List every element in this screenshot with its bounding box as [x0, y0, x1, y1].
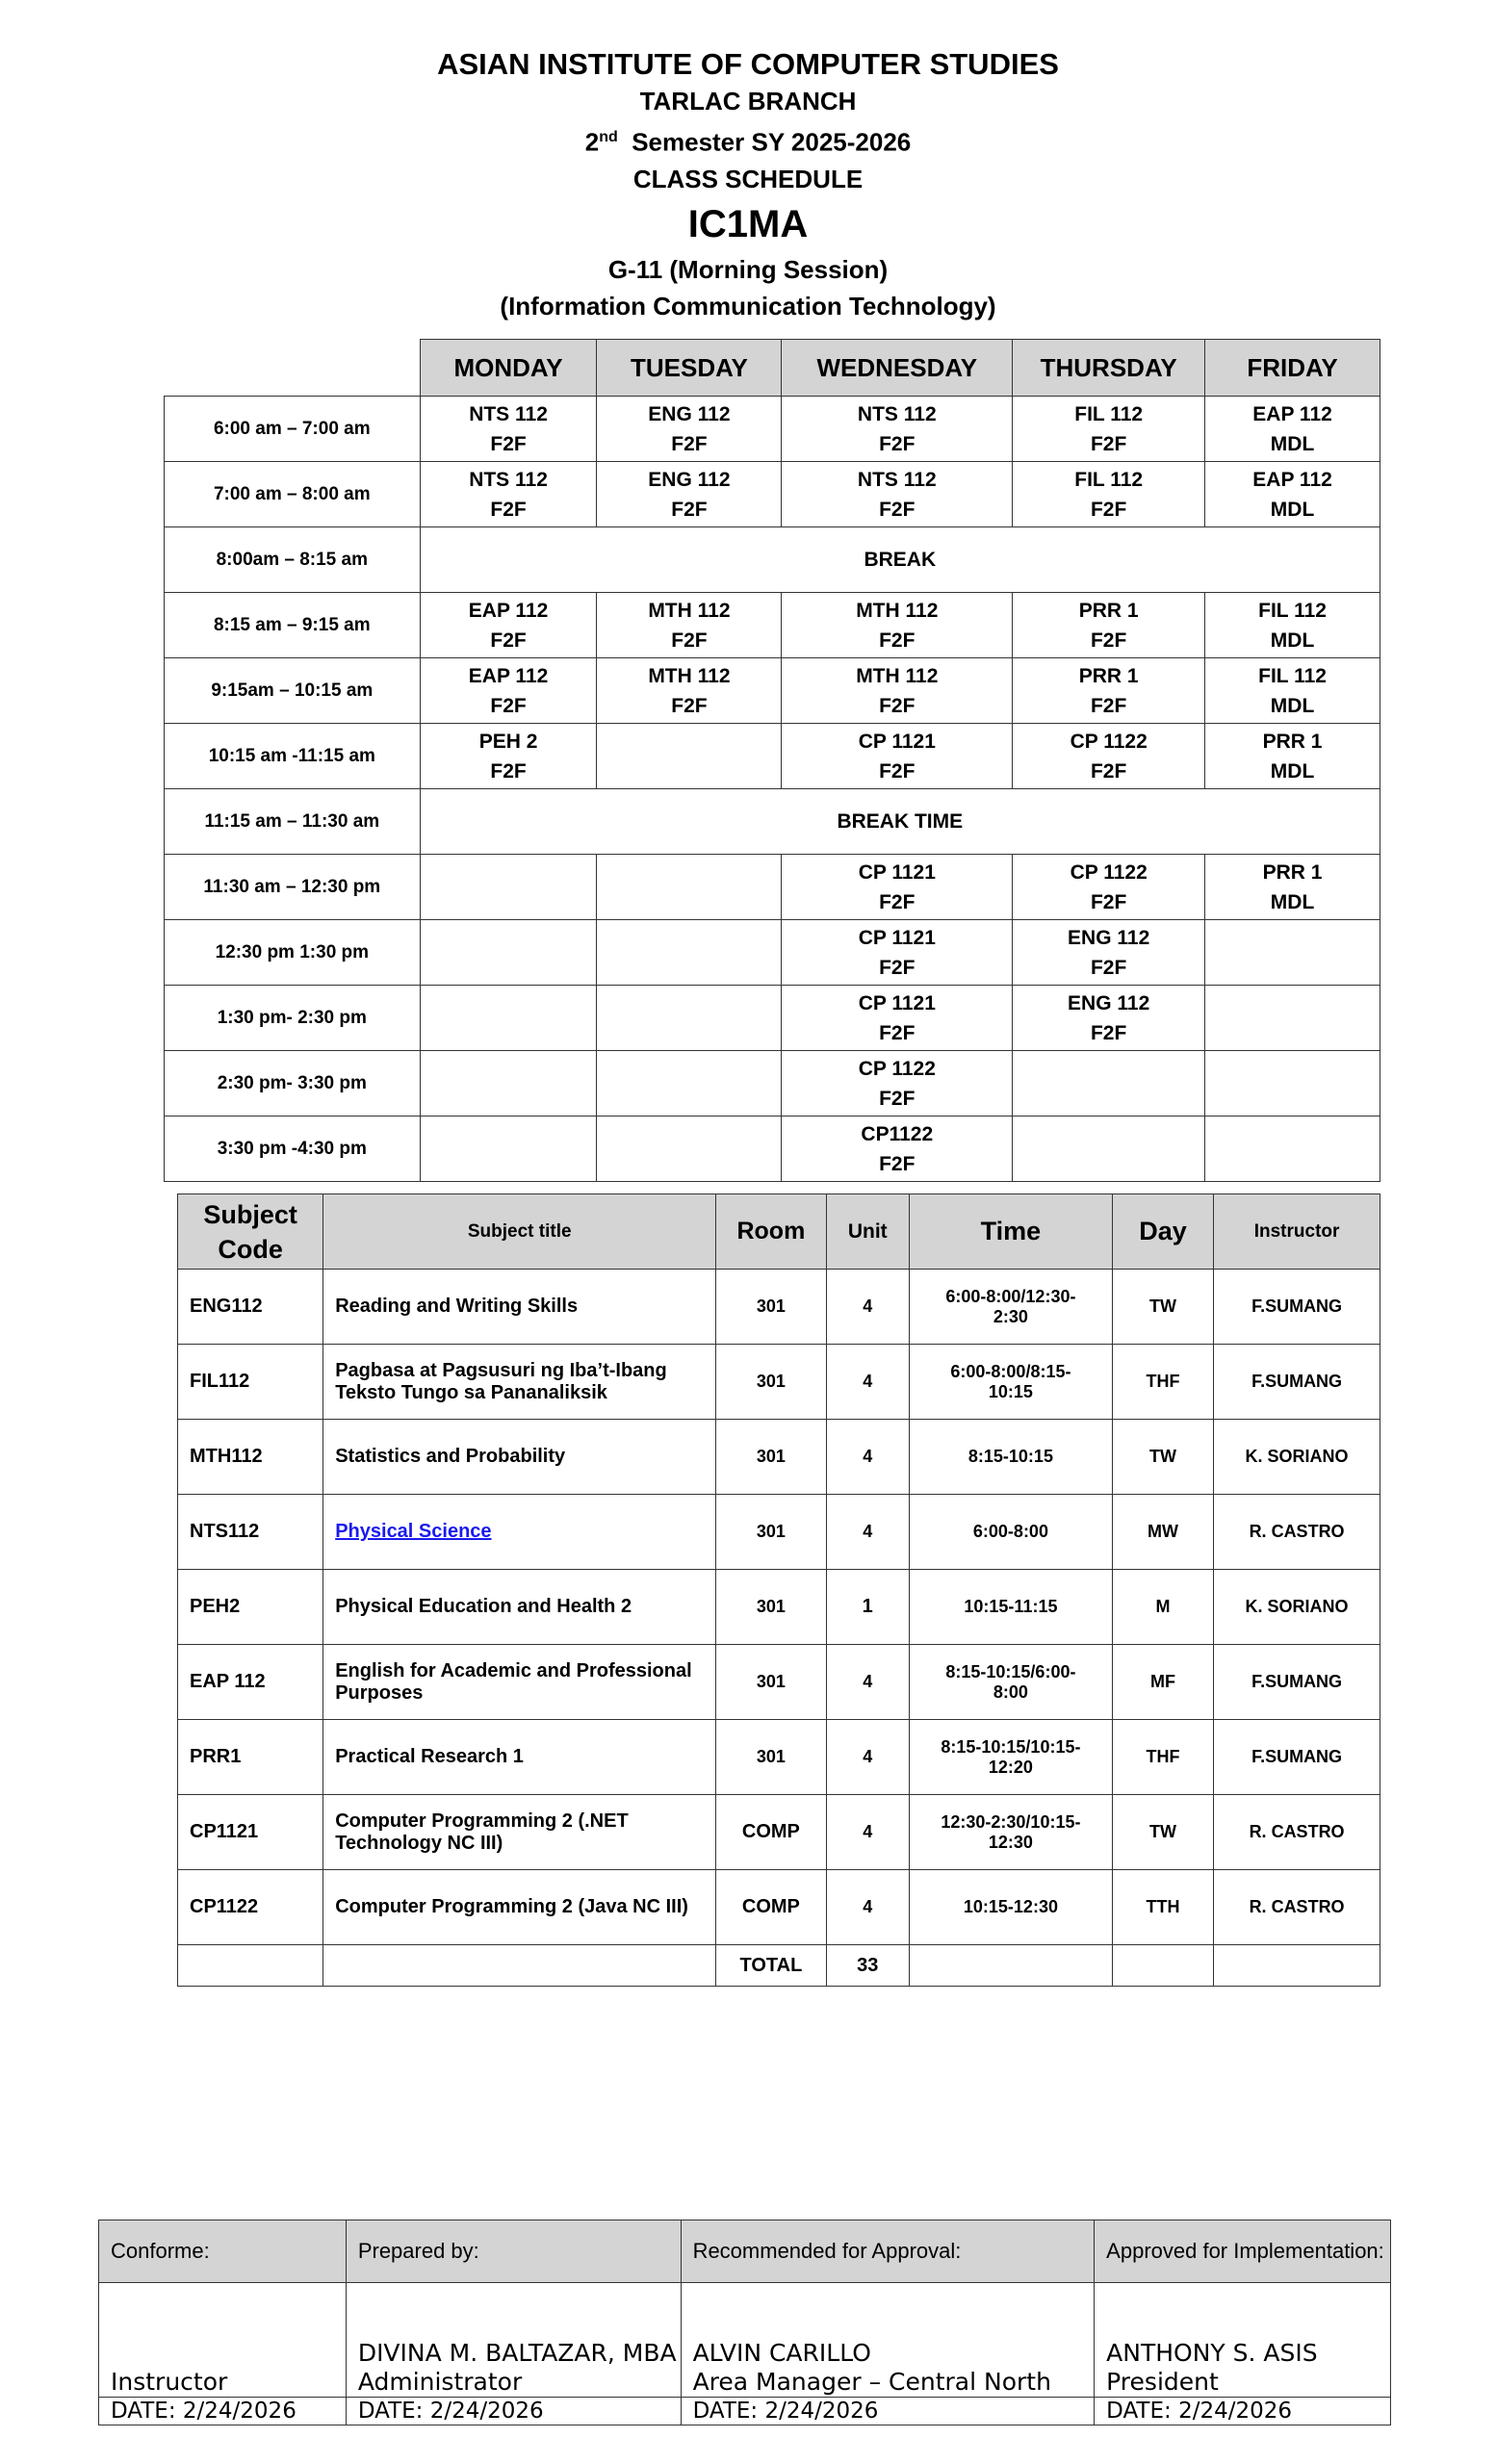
subject-code: EAP 112: [178, 1645, 323, 1720]
schedule-cell: [1013, 920, 1205, 986]
class-mode: F2F: [879, 1087, 916, 1110]
class-mode: F2F: [879, 432, 916, 455]
class-mode: F2F: [671, 694, 708, 717]
signatory-name: ALVIN CARILLO: [692, 2339, 871, 2367]
subject-title-text: Practical Research 1: [335, 1746, 524, 1767]
grade-session: G-11 (Morning Session): [607, 254, 889, 284]
subject-row: [178, 1720, 1380, 1795]
schedule-cell: [420, 1051, 597, 1116]
subject-unit: 1: [826, 1570, 909, 1645]
subject-time: 6:00-8:00/12:30-2:30: [909, 1270, 1112, 1345]
class-subject: CP 1121: [858, 926, 936, 949]
time-slot: 10:15 am -11:15 am: [165, 724, 421, 789]
schedule-cell: [1205, 920, 1380, 986]
signature-label: Prepared by:: [346, 2220, 681, 2283]
strand-name: (Information Communication Technology): [500, 291, 996, 321]
subject-instructor: R. CASTRO: [1214, 1870, 1380, 1945]
class-schedule-table: [164, 339, 1380, 1182]
class-mode: F2F: [1090, 498, 1127, 521]
subject-title: [323, 1645, 716, 1720]
class-mode: F2F: [879, 956, 916, 979]
schedule-row: [165, 855, 1380, 920]
schedule-cell: [782, 920, 1013, 986]
time-slot: 9:15am – 10:15 am: [165, 658, 421, 724]
class-subject: FIL 112: [1074, 402, 1144, 425]
schedule-cell: [597, 855, 782, 920]
class-mode: F2F: [1090, 759, 1127, 783]
schedule-cell: [420, 462, 597, 527]
schedule-cell: [597, 1116, 782, 1182]
schedule-cell: [420, 397, 597, 462]
signature-label: Conforme:: [99, 2220, 347, 2283]
signature-cell: [99, 2283, 347, 2398]
class-subject: CP 1122: [1070, 860, 1148, 884]
time-slot: 8:00am – 8:15 am: [165, 527, 421, 593]
class-subject: MTH 112: [648, 664, 731, 687]
subject-room: 301: [716, 1420, 826, 1495]
subject-title: [323, 1270, 716, 1345]
class-mode: F2F: [879, 890, 916, 913]
subject-code: MTH112: [178, 1420, 323, 1495]
class-mode: F2F: [879, 629, 916, 652]
signatory-role: Area Manager – Central North: [692, 2368, 1051, 2396]
schedule-cell: [782, 855, 1013, 920]
day-header-wednesday: WEDNESDAY: [782, 340, 1013, 397]
subject-day: M: [1112, 1570, 1213, 1645]
schedule-cell: [1013, 986, 1205, 1051]
subject-row: [178, 1795, 1380, 1870]
schedule-cell: [597, 920, 782, 986]
subject-time: 6:00-8:00/8:15-10:15: [909, 1345, 1112, 1420]
subject-title: [323, 1420, 716, 1495]
schedule-cell: [420, 920, 597, 986]
class-subject: PRR 1: [1262, 860, 1323, 884]
subject-title: [323, 1495, 716, 1570]
class-subject: FIL 112: [1258, 599, 1327, 622]
signature-label: Recommended for Approval:: [681, 2220, 1095, 2283]
subject-time: 12:30-2:30/10:15-12:30: [909, 1795, 1112, 1870]
subject-code: NTS112: [178, 1495, 323, 1570]
time-slot: 1:30 pm- 2:30 pm: [165, 986, 421, 1051]
subject-row: [178, 1345, 1380, 1420]
total-blank: [909, 1945, 1112, 1987]
schedule-row: [165, 462, 1380, 527]
subject-instructor: F.SUMANG: [1214, 1345, 1380, 1420]
break-cell: BREAK TIME: [420, 789, 1380, 855]
schedule-cell: [1013, 855, 1205, 920]
subject-time: 10:15-12:30: [909, 1870, 1112, 1945]
subject-instructor: F.SUMANG: [1214, 1270, 1380, 1345]
subject-unit: 4: [826, 1495, 909, 1570]
total-blank: [1112, 1945, 1213, 1987]
subject-time: 8:15-10:15: [909, 1420, 1112, 1495]
class-subject: CP 1122: [858, 1057, 936, 1080]
class-mode: F2F: [1090, 890, 1127, 913]
signature-date: DATE: 2/24/2026: [681, 2398, 1095, 2426]
time-slot: 7:00 am – 8:00 am: [165, 462, 421, 527]
schedule-cell: [1013, 397, 1205, 462]
subject-code: CP1122: [178, 1870, 323, 1945]
total-blank: [323, 1945, 716, 1987]
subject-room: 301: [716, 1495, 826, 1570]
subject-day: MF: [1112, 1645, 1213, 1720]
signatory-name: ANTHONY S. ASIS: [1106, 2339, 1318, 2367]
subject-day: MW: [1112, 1495, 1213, 1570]
class-subject: MTH 112: [856, 599, 939, 622]
schedule-cell: [1013, 593, 1205, 658]
schedule-cell: [420, 986, 597, 1051]
subject-time: 8:15-10:15/6:00-8:00: [909, 1645, 1112, 1720]
class-mode: F2F: [1090, 432, 1127, 455]
class-mode: MDL: [1270, 629, 1315, 652]
schedule-cell: [782, 1116, 1013, 1182]
class-subject: ENG 112: [1068, 991, 1150, 1014]
subject-unit: 4: [826, 1345, 909, 1420]
schedule-row: [165, 1116, 1380, 1182]
class-subject: EAP 112: [1252, 468, 1332, 491]
subject-title-text: Computer Programming 2 (Java NC III): [335, 1896, 688, 1917]
class-subject: MTH 112: [648, 599, 731, 622]
subject-title-text: Pagbasa at Pagsusuri ng Iba’t-Ibang Teksto Tungo sa Pananaliksik: [335, 1359, 667, 1403]
class-subject: PRR 1: [1262, 730, 1323, 753]
total-units: 33: [826, 1945, 909, 1987]
subject-instructor: K. SORIANO: [1214, 1420, 1380, 1495]
subject-code: ENG112: [178, 1270, 323, 1345]
subject-row: [178, 1870, 1380, 1945]
subject-day: TTH: [1112, 1870, 1213, 1945]
schedule-cell: [1205, 462, 1380, 527]
subject-unit: 4: [826, 1420, 909, 1495]
class-subject: ENG 112: [648, 402, 731, 425]
header-instructor: Instructor: [1214, 1194, 1380, 1270]
document-header: [0, 46, 1496, 324]
schedule-row: [165, 724, 1380, 789]
schedule-cell: [1205, 397, 1380, 462]
subject-list-table: [177, 1194, 1380, 1987]
subject-time: 10:15-11:15: [909, 1570, 1112, 1645]
subject-title-text: English for Academic and Professional Purposes: [335, 1659, 692, 1704]
total-row: [178, 1945, 1380, 1987]
schedule-cell: [1205, 593, 1380, 658]
subject-room: 301: [716, 1645, 826, 1720]
subject-code: PRR1: [178, 1720, 323, 1795]
subject-row: [178, 1495, 1380, 1570]
time-slot: 11:15 am – 11:30 am: [165, 789, 421, 855]
class-mode: F2F: [879, 1152, 916, 1175]
signatory-role: Administrator: [357, 2368, 523, 2396]
signatory-role: Instructor: [111, 2368, 228, 2396]
total-blank: [1214, 1945, 1380, 1987]
schedule-cell: [420, 593, 597, 658]
class-mode: F2F: [671, 498, 708, 521]
time-slot: 11:30 am – 12:30 pm: [165, 855, 421, 920]
total-label: TOTAL: [716, 1945, 826, 1987]
class-mode: F2F: [879, 759, 916, 783]
signatory-role: President: [1106, 2368, 1219, 2396]
time-slot: 6:00 am – 7:00 am: [165, 397, 421, 462]
schedule-cell: [420, 658, 597, 724]
schedule-row: [165, 1051, 1380, 1116]
document-title: CLASS SCHEDULE: [632, 164, 864, 193]
subject-instructor: F.SUMANG: [1214, 1645, 1380, 1720]
class-subject: CP 1121: [858, 730, 936, 753]
signature-cell: [681, 2283, 1095, 2398]
subject-title-link[interactable]: Physical Science: [335, 1521, 492, 1542]
subject-room: 301: [716, 1570, 826, 1645]
institute-name: ASIAN INSTITUTE OF COMPUTER STUDIES: [437, 47, 1059, 81]
schedule-cell: [782, 986, 1013, 1051]
class-mode: MDL: [1270, 498, 1315, 521]
class-mode: F2F: [879, 498, 916, 521]
subject-time: 8:15-10:15/10:15-12:20: [909, 1720, 1112, 1795]
signatory-name: DIVINA M. BALTAZAR, MBA: [357, 2339, 677, 2367]
schedule-row: [165, 527, 1380, 593]
subject-unit: 4: [826, 1645, 909, 1720]
subject-room: 301: [716, 1720, 826, 1795]
subject-room: COMP: [716, 1870, 826, 1945]
subject-title: [323, 1870, 716, 1945]
subject-title: [323, 1345, 716, 1420]
signature-date: DATE: 2/24/2026: [99, 2398, 347, 2426]
class-subject: PEH 2: [478, 730, 538, 753]
break-cell: BREAK: [420, 527, 1380, 593]
signature-cell: [1095, 2283, 1391, 2398]
total-blank: [178, 1945, 323, 1987]
schedule-cell: [782, 593, 1013, 658]
signature-label: Approved for Implementation:: [1095, 2220, 1391, 2283]
class-subject: ENG 112: [1068, 926, 1150, 949]
day-header-friday: FRIDAY: [1205, 340, 1380, 397]
schedule-corner: [165, 340, 421, 397]
subject-instructor: R. CASTRO: [1214, 1495, 1380, 1570]
subject-code: PEH2: [178, 1570, 323, 1645]
subject-title-text: Statistics and Probability: [335, 1446, 566, 1467]
schedule-row: [165, 920, 1380, 986]
subject-title-text: Computer Programming 2 (.NET Technology NC III): [335, 1810, 629, 1854]
class-subject: CP 1121: [858, 860, 936, 884]
schedule-cell: [420, 724, 597, 789]
class-mode: F2F: [490, 694, 527, 717]
class-subject: NTS 112: [469, 402, 548, 425]
schedule-cell: [782, 658, 1013, 724]
subject-day: THF: [1112, 1345, 1213, 1420]
signature-date: DATE: 2/24/2026: [346, 2398, 681, 2426]
schedule-cell: [1013, 462, 1205, 527]
class-subject: CP 1121: [858, 991, 936, 1014]
schedule-row: [165, 593, 1380, 658]
class-mode: F2F: [671, 629, 708, 652]
schedule-row: [165, 658, 1380, 724]
schedule-cell: [420, 1116, 597, 1182]
schedule-cell: [597, 658, 782, 724]
schedule-cell: [782, 462, 1013, 527]
subject-day: TW: [1112, 1420, 1213, 1495]
class-subject: EAP 112: [1252, 402, 1332, 425]
class-subject: MTH 112: [856, 664, 939, 687]
schedule-cell: [1013, 724, 1205, 789]
day-header-tuesday: TUESDAY: [597, 340, 782, 397]
class-mode: MDL: [1270, 759, 1315, 783]
schedule-cell: [782, 1051, 1013, 1116]
header-subject-title: Subject title: [323, 1194, 716, 1270]
time-slot: 2:30 pm- 3:30 pm: [165, 1051, 421, 1116]
schedule-cell: [1013, 658, 1205, 724]
semester-line: 2nd Semester SY 2025-2026: [584, 127, 912, 157]
class-mode: F2F: [1090, 956, 1127, 979]
class-subject: CP1122: [861, 1122, 934, 1145]
subject-row: [178, 1570, 1380, 1645]
header-time: Time: [909, 1194, 1112, 1270]
subject-room: 301: [716, 1345, 826, 1420]
subject-row: [178, 1270, 1380, 1345]
subject-code: CP1121: [178, 1795, 323, 1870]
class-mode: F2F: [1090, 629, 1127, 652]
subject-instructor: F.SUMANG: [1214, 1720, 1380, 1795]
subject-day: TW: [1112, 1270, 1213, 1345]
subject-unit: 4: [826, 1795, 909, 1870]
class-subject: FIL 112: [1258, 664, 1327, 687]
schedule-cell: [1205, 986, 1380, 1051]
subject-code: FIL112: [178, 1345, 323, 1420]
class-subject: NTS 112: [857, 468, 937, 491]
day-header-thursday: THURSDAY: [1013, 340, 1205, 397]
branch-name: TARLAC BRANCH: [639, 87, 857, 116]
schedule-cell: [597, 986, 782, 1051]
schedule-cell: [597, 397, 782, 462]
class-mode: MDL: [1270, 432, 1315, 455]
class-mode: F2F: [490, 432, 527, 455]
header-subject-code: Subject Code: [178, 1194, 323, 1270]
subject-title: [323, 1720, 716, 1795]
signature-block: [98, 2220, 1391, 2426]
schedule-cell: [782, 724, 1013, 789]
section-code: IC1MA: [687, 202, 809, 245]
schedule-cell: [782, 397, 1013, 462]
class-mode: F2F: [490, 759, 527, 783]
day-header-monday: MONDAY: [420, 340, 597, 397]
time-slot: 12:30 pm 1:30 pm: [165, 920, 421, 986]
subject-unit: 4: [826, 1870, 909, 1945]
class-mode: F2F: [490, 629, 527, 652]
schedule-cell: [1205, 1116, 1380, 1182]
class-mode: MDL: [1270, 890, 1315, 913]
time-slot: 8:15 am – 9:15 am: [165, 593, 421, 658]
schedule-cell: [597, 593, 782, 658]
schedule-cell: [1205, 1051, 1380, 1116]
class-mode: F2F: [1090, 694, 1127, 717]
subject-unit: 4: [826, 1270, 909, 1345]
subject-day: TW: [1112, 1795, 1213, 1870]
schedule-cell: [597, 462, 782, 527]
subject-title: [323, 1795, 716, 1870]
header-day: Day: [1112, 1194, 1213, 1270]
schedule-cell: [597, 1051, 782, 1116]
subject-unit: 4: [826, 1720, 909, 1795]
subject-instructor: R. CASTRO: [1214, 1795, 1380, 1870]
signature-cell: [346, 2283, 681, 2398]
header-unit: Unit: [826, 1194, 909, 1270]
schedule-cell: [1013, 1116, 1205, 1182]
subject-instructor: K. SORIANO: [1214, 1570, 1380, 1645]
class-mode: F2F: [671, 432, 708, 455]
subject-day: THF: [1112, 1720, 1213, 1795]
subject-row: [178, 1645, 1380, 1720]
schedule-row: [165, 986, 1380, 1051]
class-mode: F2F: [879, 1021, 916, 1044]
class-mode: F2F: [879, 694, 916, 717]
class-subject: NTS 112: [469, 468, 548, 491]
subject-title: [323, 1570, 716, 1645]
subject-room: 301: [716, 1270, 826, 1345]
class-subject: PRR 1: [1078, 664, 1139, 687]
class-mode: F2F: [1090, 1021, 1127, 1044]
time-slot: 3:30 pm -4:30 pm: [165, 1116, 421, 1182]
class-subject: FIL 112: [1074, 468, 1144, 491]
schedule-cell: [1205, 724, 1380, 789]
class-subject: CP 1122: [1070, 730, 1148, 753]
subject-time: 6:00-8:00: [909, 1495, 1112, 1570]
subject-title-text: Physical Education and Health 2: [335, 1596, 632, 1617]
schedule-cell: [597, 724, 782, 789]
class-subject: PRR 1: [1078, 599, 1139, 622]
schedule-row: [165, 397, 1380, 462]
class-mode: F2F: [490, 498, 527, 521]
schedule-cell: [1013, 1051, 1205, 1116]
class-subject: EAP 112: [468, 664, 549, 687]
schedule-cell: [1205, 855, 1380, 920]
schedule-row: [165, 789, 1380, 855]
signature-date: DATE: 2/24/2026: [1095, 2398, 1391, 2426]
class-subject: EAP 112: [468, 599, 549, 622]
schedule-cell: [420, 855, 597, 920]
header-room: Room: [716, 1194, 826, 1270]
subject-row: [178, 1420, 1380, 1495]
schedule-cell: [1205, 658, 1380, 724]
class-subject: ENG 112: [648, 468, 731, 491]
subject-room: COMP: [716, 1795, 826, 1870]
class-subject: NTS 112: [857, 402, 937, 425]
subject-title-text: Reading and Writing Skills: [335, 1296, 579, 1317]
class-mode: MDL: [1270, 694, 1315, 717]
